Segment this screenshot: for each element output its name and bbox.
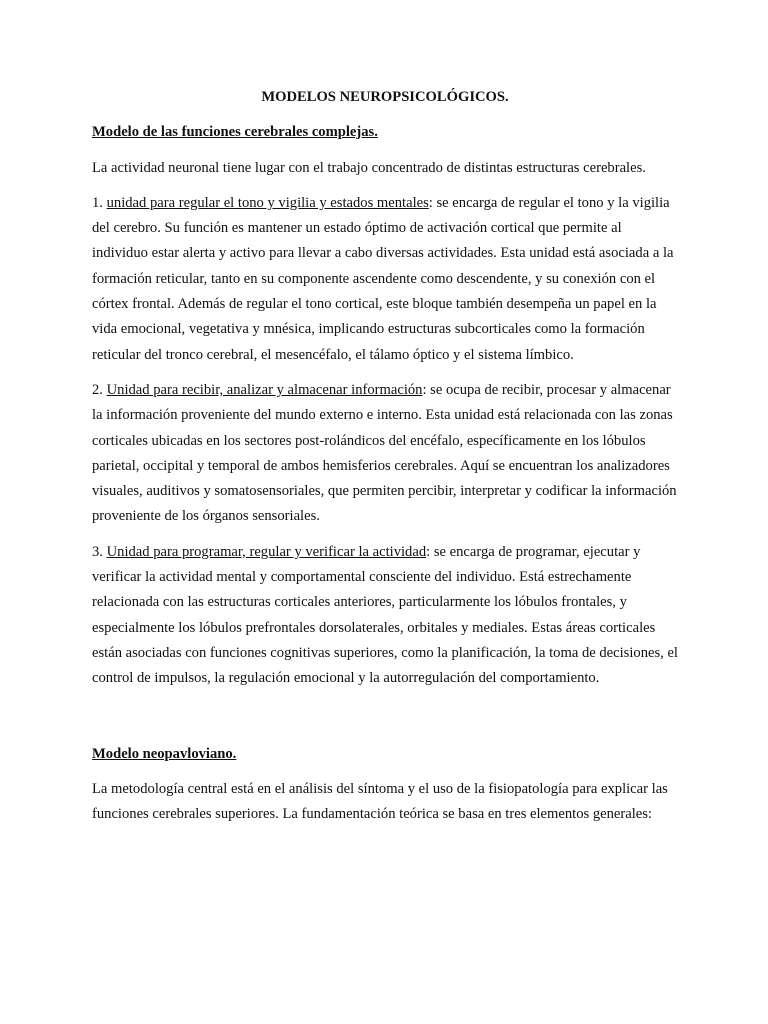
section-intro-paragraph: La actividad neuronal tiene lugar con el trabajo concentrado de distintas estructuras cerebrales.	[92, 159, 646, 176]
unit-description: : se encarga de programar, ejecutar y verificar la actividad mental y comportamental consciente del individuo. Está estrechamente relacionada con las estructuras corticales anteriores, particularmente los lóbulos frontales, y especialmente los lóbulos prefrontales dorsolaterales, orbitales y mediales. Estas áreas corticales están asociadas con funciones cognitivas superiores, como la planificación, la toma de decisiones, el control de impulsos, la regulación emocional y la autorregulación del comportamiento.	[92, 543, 678, 687]
unit-description: : se encarga de regular el tono y la vigilia del cerebro. Su función es mantener un estado óptimo de activación cortical que permite al individuo estar alerta y activo para llevar a cabo diversas actividades. Esta unidad está asociada a la formación reticular, tanto en su componente ascendente como descendente, y su conexión con el córtex frontal. Además de regular el tono cortical, este bloque también desempeña un papel en la vida emocional, vegetativa y mnésica, implicando estructuras subcorticales como la formación reticular del tronco cerebral, el mesencéfalo, el tálamo óptico y el sistema límbico.	[92, 194, 674, 363]
unit-term: Unidad para recibir, analizar y almacenar información	[106, 381, 423, 398]
section-spacer	[92, 702, 678, 742]
unit-term: unidad para regular el tono y vigilia y estados mentales	[106, 194, 429, 211]
unit-3-paragraph	[92, 540, 678, 692]
unit-1-paragraph	[92, 191, 678, 368]
unit-number: 2.	[92, 381, 103, 398]
unit-2-paragraph	[92, 378, 678, 530]
section-heading-neopavlovian: Modelo neopavloviano.	[92, 745, 237, 762]
section-intro-paragraph: La metodología central está en el análisis del síntoma y el uso de la fisiopatología para explicar las funciones cerebrales superiores. La fundamentación teórica se basa en tres elementos generales:	[92, 780, 668, 823]
unit-term: Unidad para programar, regular y verificar la actividad	[106, 543, 427, 560]
document-title: MODELOS NEUROPSICOLÓGICOS.	[261, 89, 509, 105]
unit-description: : se ocupa de recibir, procesar y almacenar la información proveniente del mundo externo e interno. Esta unidad está relacionada con las zonas corticales ubicadas en los sectores post-rolándicos del encéfalo, específicamente en los lóbulos parietal, occipital y temporal de ambos hemisferios cerebrales. Aquí se encuentran los analizadores visuales, auditivos y somatosensoriales, que permiten percibir, interpretar y codificar la información proveniente de los órganos sensoriales.	[92, 381, 677, 525]
section-heading-complex-functions: Modelo de las funciones cerebrales complejas.	[92, 124, 378, 141]
unit-number: 3.	[92, 543, 103, 560]
unit-number: 1.	[92, 194, 103, 211]
